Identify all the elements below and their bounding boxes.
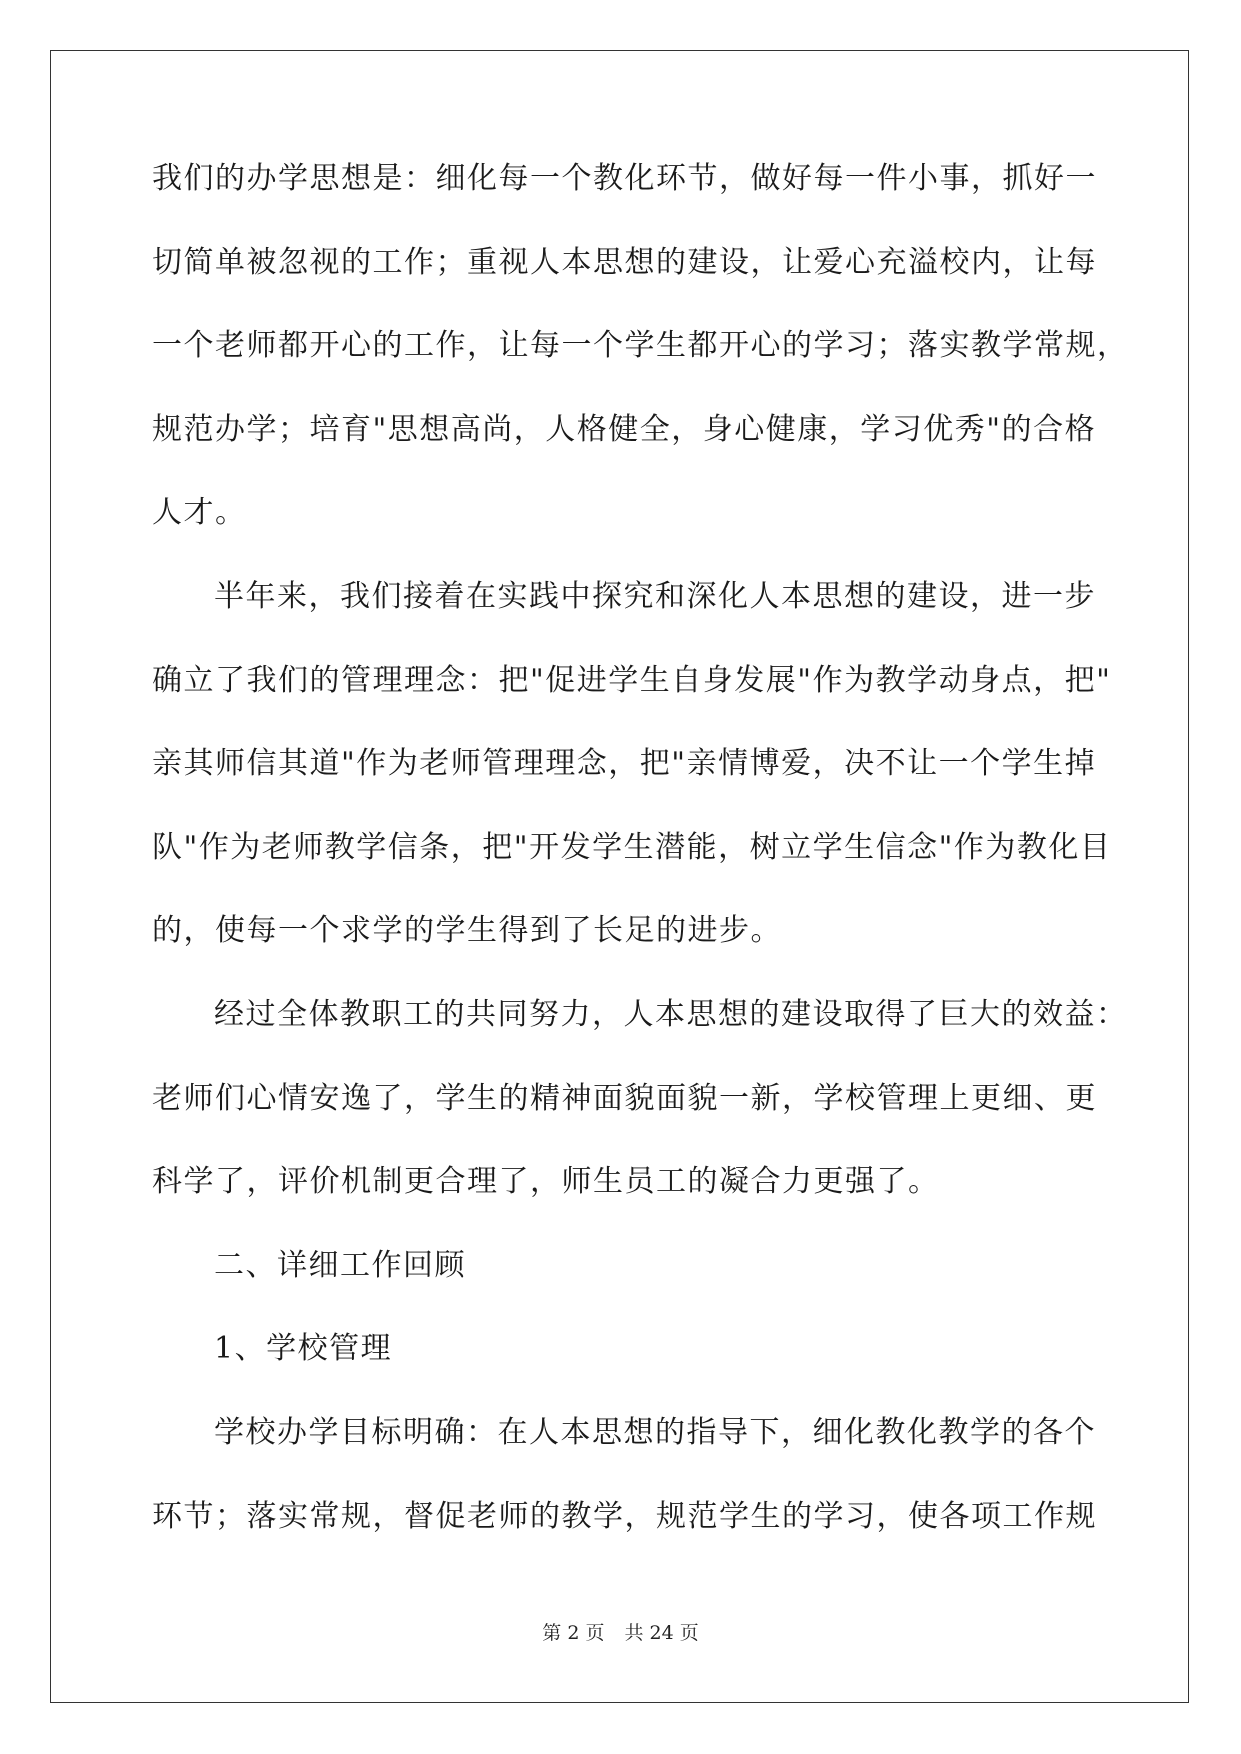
text-line: 确立了我们的管理理念：把"促进学生自身发展"作为教学动身点，把" [152,662,1112,698]
text-line: 半年来，我们接着在实践中探究和深化人本思想的建设，进一步 [214,578,1096,614]
text-line: 亲其师信其道"作为老师管理理念，把"亲情博爱，决不让一个学生掉 [152,746,1097,782]
page-footer [0,1621,1241,1645]
document-body [152,160,1129,1581]
text-line: 切简单被忽视的工作；重视人本思想的建设，让爱心充溢校内，让每 [152,244,1097,280]
text-line: 经过全体教职工的共同努力，人本思想的建设取得了巨大的效益： [214,996,1128,1032]
text-line: 老师们心情安逸了，学生的精神面貌面貌一新，学校管理上更细、更 [152,1080,1097,1116]
text-line: 我们的办学思想是：细化每一个教化环节，做好每一件小事，抓好一 [152,161,1097,196]
page-total: 共 24 页 [624,1622,699,1644]
page-number: 第 2 页 [542,1622,605,1644]
text-line: 的，使每一个求学的学生得到了长足的进步。 [152,913,782,949]
section-heading: 二、详细工作回顾 [214,1247,466,1283]
text-line: 学校办学目标明确：在人本思想的指导下，细化教化教学的各个 [214,1414,1096,1450]
subsection-heading: 1、学校管理 [214,1331,393,1367]
text-line: 规范办学；培育"思想高尚，人格健全，身心健康，学习优秀"的合格 [152,411,1097,447]
text-line: 环节；落实常规，督促老师的教学，规范学生的学习，使各项工作规 [152,1498,1097,1534]
text-line: 队"作为老师教学信条，把"开发学生潜能，树立学生信念"作为教化目 [152,829,1112,865]
text-line: 人才。 [152,495,247,531]
text-line: 科学了，评价机制更合理了，师生员工的凝合力更强了。 [152,1164,940,1200]
text-line: 一个老师都开心的工作，让每一个学生都开心的学习；落实教学常规， [152,328,1129,364]
